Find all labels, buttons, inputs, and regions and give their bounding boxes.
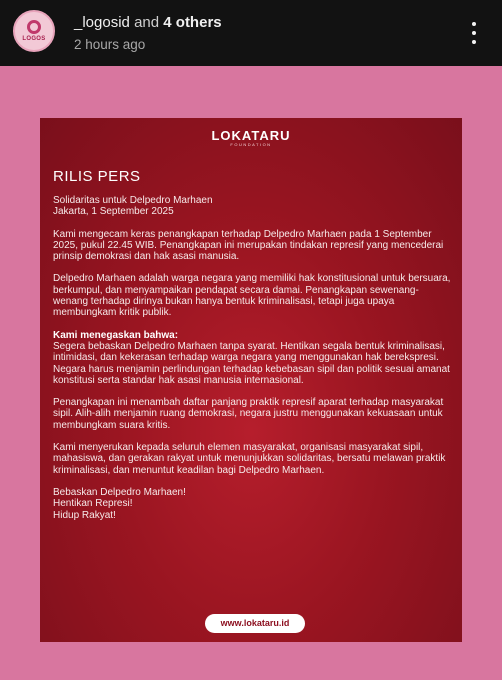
press-release-body	[53, 168, 453, 532]
and-text: and	[134, 14, 160, 31]
subtitle-line-2: Jakarta, 1 September 2025	[53, 206, 174, 218]
brand-name: LOKATARU	[211, 128, 291, 143]
lokataru-logo	[40, 128, 462, 147]
closing-block	[53, 487, 453, 521]
press-release-title: RILIS PERS	[53, 168, 141, 185]
subtitle-line-1: Solidaritas untuk Delpedro Marhaen	[53, 195, 213, 206]
subtitle-block	[53, 195, 453, 218]
paragraph-3-text: Segera bebaskan Delpedro Marhaen tanpa syarat. Hentikan segala bentuk kriminalisasi, intimidasi, dan kekerasan terhadap warga negara yang menggunakan hak berekspresi. Negara harus menjamin perlindungan terhadap kebebasan sipil dan politik sesuai amanat konstitusi serta standar hak asasi manusia internasional.	[53, 340, 450, 386]
paragraph-3	[53, 330, 453, 386]
press-release-image	[40, 118, 462, 642]
paragraph-2: Delpedro Marhaen adalah warga negara yang memiliki hak konstitusional untuk bersuara, berkumpul, dan menyampaikan pendapat secara damai. Penangkapan sewenang-wenang terhadap dirinya bukan hanya bentuk kriminalisasi, tetapi juga upaya membungkam kritik publik.	[53, 273, 451, 319]
paragraph-1: Kami mengecam keras penangkapan terhadap Delpedro Marhaen pada 1 September 2025, pukul 22.45 WIB. Penangkapan ini merupakan tindakan represif yang mencederai prinsip demokrasi dan hak asasi manusia.	[53, 228, 444, 263]
post-author-line	[74, 14, 222, 31]
others-link[interactable]: 4 others	[163, 14, 222, 31]
logo-ring-icon	[27, 20, 41, 34]
post-header	[0, 0, 502, 66]
paragraph-3-heading: Kami menegaskan bahwa:	[53, 329, 179, 341]
brand-subtitle: FOUNDATION	[230, 142, 272, 147]
paragraph-5: Kami menyerukan kepada seluruh elemen masyarakat, organisasi masyarakat sipil, mahasiswa, dan gerakan rakyat untuk menunjukkan solidaritas, bersatu melawan praktik kriminalisasi, dan menuntut keadilan bagi Delpedro Marhaen.	[53, 442, 446, 476]
paragraph-4: Penangkapan ini menambah daftar panjang praktik represif aparat terhadap masyarakat sipil. Alih-alih menjamin ruang demokrasi, negara justru menggunakan kekuasaan untuk membungkam suara kritis.	[53, 397, 444, 431]
closing-line-2: Hentikan Represi!	[53, 498, 133, 510]
profile-avatar[interactable]	[13, 10, 55, 52]
username-link[interactable]: _logosid	[74, 14, 130, 31]
avatar-label: LOGOS	[22, 36, 46, 42]
post-timestamp: 2 hours ago	[74, 37, 146, 52]
website-url-badge: www.lokataru.id	[205, 614, 305, 633]
closing-line-1: Bebaskan Delpedro Marhaen!	[53, 486, 186, 498]
more-vertical-icon[interactable]	[466, 22, 482, 44]
closing-line-3: Hidup Rakyat!	[53, 509, 116, 521]
